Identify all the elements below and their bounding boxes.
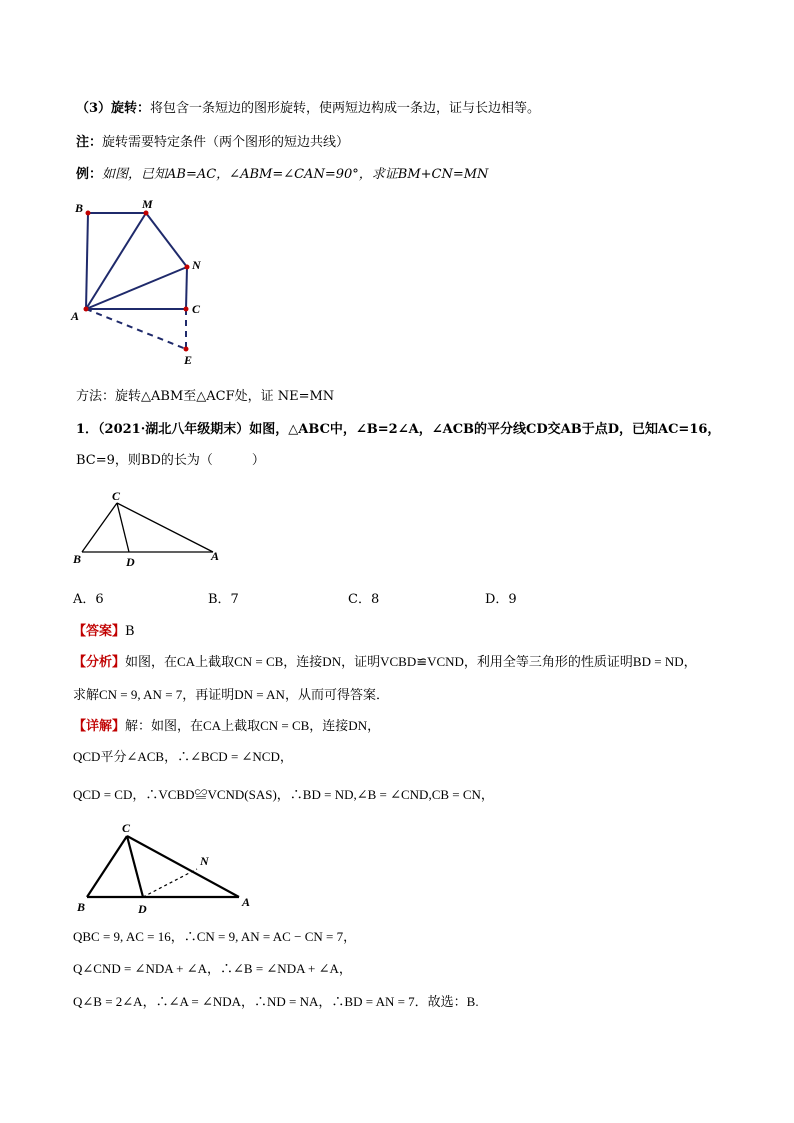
answer-value: B (125, 624, 135, 639)
fig1-label-E: E (184, 353, 193, 367)
fig1-label-M: M (142, 197, 153, 211)
detail-text-1: 解：如图，在CA上截取CN = CB，连接DN， (125, 718, 381, 733)
analysis-text-1: 如图，在CA上截取CN = CB，连接DN，证明VCBD≌VCND，利用全等三角形的性质证明BD = ND， (125, 654, 697, 669)
fig2-label-C: C (112, 489, 121, 503)
figure-1-diagram (66, 196, 226, 366)
fig3-label-C: C (122, 821, 131, 835)
figure-3-diagram (72, 818, 262, 918)
fig2-label-D: D (126, 555, 135, 569)
example-label: 例： (76, 167, 103, 182)
option-c: C．8 (348, 592, 380, 607)
fig1-point-M (144, 211, 149, 216)
answer-line (73, 623, 135, 641)
rotate-paragraph (76, 100, 540, 118)
option-b: B．7 (208, 592, 239, 607)
fig2-segment-CD (117, 503, 129, 552)
fig1-segment-NA (86, 267, 187, 309)
fig3-segment-CA (127, 836, 239, 897)
fig2-label-B: B (73, 552, 82, 566)
fig3-label-D: D (138, 902, 147, 916)
fig1-label-C: C (192, 302, 201, 316)
fig1-point-N (185, 265, 190, 270)
fig2-label-A: A (211, 549, 220, 563)
note-text: 旋转需要特定条件（两个图形的短边共线） (102, 135, 350, 150)
fig2-segment-BC (82, 503, 117, 552)
fig2-segment-CA (117, 503, 213, 552)
fig3-segment-DN (143, 869, 197, 897)
fig1-point-E (184, 347, 189, 352)
problem-line-1 (76, 421, 720, 439)
analysis-line-2: 求解CN = 9, AN = 7，再证明DN = AN，从而可得答案． (73, 687, 389, 702)
figure-2-diagram (70, 488, 240, 568)
fig1-point-A (84, 307, 89, 312)
detail-line-3: QCD = CD，∴VCBD≌VCND(SAS)，∴BD = ND,∠B = ∠CND,CB = CN， (73, 787, 494, 802)
detail-line-2: QCD平分∠ACB，∴∠BCD = ∠NCD， (73, 749, 293, 764)
option-a: A．6 (73, 592, 104, 607)
fig3-label-N: N (200, 854, 209, 868)
fig1-label-A: A (71, 309, 80, 323)
note-paragraph (76, 134, 349, 152)
method-paragraph: 方法：旋转△ABM至△ACF处，证 NE=MN (76, 389, 335, 404)
fig1-label-B: B (75, 201, 84, 215)
fig1-segment-MA (86, 213, 146, 309)
option-d: D．9 (485, 592, 517, 607)
rotate-label: （3）旋转： (76, 101, 151, 116)
answer-tag: 【答案】 (73, 624, 126, 639)
note-label: 注： (76, 135, 103, 150)
fig1-point-B (86, 211, 91, 216)
fig3-label-A: A (242, 895, 251, 909)
example-paragraph (76, 166, 488, 184)
problem-line-2: BC=9，则BD的长为（ ） (76, 453, 265, 468)
detail-line-1 (73, 717, 380, 736)
detail-tag: 【详解】 (73, 719, 126, 734)
fig1-point-C (184, 307, 189, 312)
detail-line-4: QBC = 9, AC = 16，∴CN = 9, AN = AC − CN = 7， (73, 929, 357, 944)
fig3-segment-BC (87, 836, 127, 897)
detail-line-6: Q∠B = 2∠A，∴∠A = ∠NDA，∴ND = NA，∴BD = AN = 7．故选：B. (73, 994, 479, 1009)
fig1-segment-MN (146, 213, 187, 267)
fig1-segment-NC (186, 267, 187, 309)
rotate-text: 将包含一条短边的图形旋转，使两短边构成一条边，证与长边相等。 (150, 101, 541, 116)
detail-line-5: Q∠CND = ∠NDA + ∠A，∴∠B = ∠NDA + ∠A， (73, 961, 352, 976)
fig3-segment-CD (127, 836, 143, 897)
analysis-tag: 【分析】 (73, 655, 126, 670)
analysis-line-1 (73, 653, 697, 672)
fig3-label-B: B (77, 900, 86, 914)
fig1-segment-BA (86, 213, 88, 309)
fig1-label-N: N (192, 258, 201, 272)
example-text: 如图，已知AB=AC，∠ABM=∠CAN=90°，求证BM+CN=MN (102, 167, 489, 182)
problem-text-1: 1．（2021·湖北八年级期末）如图，△ABC中，∠B=2∠A，∠ACB的平分线CD交AB于点D，已知AC=16， (76, 422, 721, 437)
fig1-segment-AE (86, 309, 186, 349)
